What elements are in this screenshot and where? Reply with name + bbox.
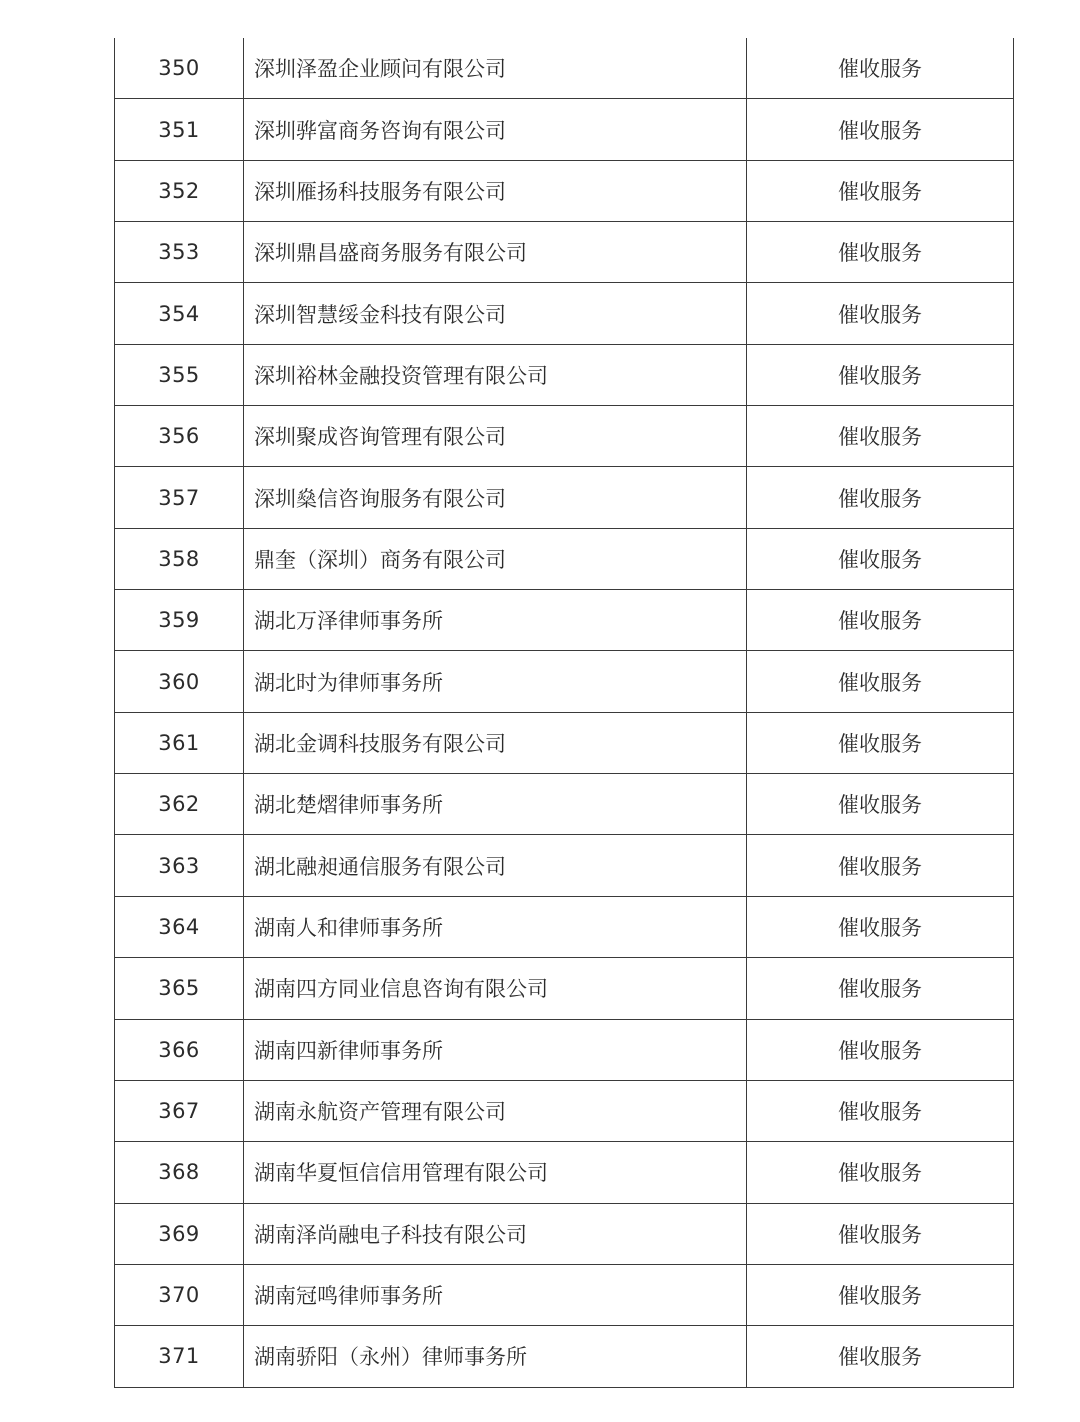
table-row (115, 345, 1013, 406)
row-number: 354 (115, 283, 244, 343)
table-row (115, 774, 1013, 835)
row-number: 352 (115, 161, 244, 221)
table-row (115, 222, 1013, 283)
service-type: 催收服务 (838, 1284, 922, 1309)
company-name: 湖南泽尚融电子科技有限公司 (244, 1204, 747, 1264)
company-name: 深圳雁扬科技服务有限公司 (244, 161, 747, 221)
row-number: 361 (115, 713, 244, 773)
table-row (115, 590, 1013, 651)
row-number: 351 (115, 99, 244, 159)
company-name: 湖南冠鸣律师事务所 (244, 1265, 747, 1325)
service-type: 催收服务 (838, 486, 922, 511)
row-number: 355 (115, 345, 244, 405)
table-row (115, 651, 1013, 712)
service-type: 催收服务 (838, 1222, 922, 1247)
row-number: 365 (115, 958, 244, 1018)
table-row (115, 1326, 1013, 1387)
company-name: 湖南永航资产管理有限公司 (244, 1081, 747, 1141)
service-type: 催收服务 (838, 363, 922, 388)
company-name: 湖南四方同业信息咨询有限公司 (244, 958, 747, 1018)
company-table (114, 38, 1014, 1388)
row-number: 367 (115, 1081, 244, 1141)
company-name: 深圳智慧绥金科技有限公司 (244, 283, 747, 343)
table-row (115, 1081, 1013, 1142)
company-name: 深圳鼎昌盛商务服务有限公司 (244, 222, 747, 282)
service-type: 催收服务 (838, 1161, 922, 1186)
row-number: 363 (115, 835, 244, 895)
company-name: 湖北万泽律师事务所 (244, 590, 747, 650)
row-number: 362 (115, 774, 244, 834)
row-number: 366 (115, 1020, 244, 1080)
row-number: 371 (115, 1326, 244, 1386)
table-row (115, 835, 1013, 896)
service-type: 催收服务 (838, 302, 922, 327)
row-number: 359 (115, 590, 244, 650)
service-type: 催收服务 (838, 241, 922, 266)
company-name: 深圳泽盈企业顾问有限公司 (244, 38, 747, 98)
company-name: 湖南人和律师事务所 (244, 897, 747, 957)
row-number: 360 (115, 651, 244, 711)
row-number: 357 (115, 467, 244, 527)
company-name: 深圳燊信咨询服务有限公司 (244, 467, 747, 527)
service-type: 催收服务 (838, 854, 922, 879)
service-type: 催收服务 (838, 1345, 922, 1370)
service-type: 催收服务 (838, 118, 922, 143)
table-row (115, 897, 1013, 958)
row-number: 353 (115, 222, 244, 282)
company-name: 湖南四新律师事务所 (244, 1020, 747, 1080)
table-row (115, 1142, 1013, 1203)
table-row (115, 467, 1013, 528)
service-type: 催收服务 (838, 1100, 922, 1125)
table-row (115, 99, 1013, 160)
row-number: 358 (115, 529, 244, 589)
service-type: 催收服务 (838, 179, 922, 204)
company-name: 深圳裕林金融投资管理有限公司 (244, 345, 747, 405)
table-row (115, 406, 1013, 467)
company-name: 湖北楚熠律师事务所 (244, 774, 747, 834)
company-name: 深圳骅富商务咨询有限公司 (244, 99, 747, 159)
service-type: 催收服务 (838, 57, 922, 82)
service-type: 催收服务 (838, 670, 922, 695)
row-number: 364 (115, 897, 244, 957)
service-type: 催收服务 (838, 425, 922, 450)
company-name: 湖北时为律师事务所 (244, 651, 747, 711)
row-number: 356 (115, 406, 244, 466)
company-name: 湖南华夏恒信信用管理有限公司 (244, 1142, 747, 1202)
table-row (115, 1265, 1013, 1326)
table-row (115, 529, 1013, 590)
service-type: 催收服务 (838, 1038, 922, 1063)
company-name: 深圳聚成咨询管理有限公司 (244, 406, 747, 466)
service-type: 催收服务 (838, 793, 922, 818)
service-type: 催收服务 (838, 977, 922, 1002)
table-row (115, 161, 1013, 222)
table-row (115, 38, 1013, 99)
service-type: 催收服务 (838, 609, 922, 634)
company-name: 湖南骄阳（永州）律师事务所 (244, 1326, 747, 1386)
row-number: 370 (115, 1265, 244, 1325)
table-row (115, 713, 1013, 774)
table-row (115, 283, 1013, 344)
table-row (115, 1020, 1013, 1081)
row-number: 368 (115, 1142, 244, 1202)
table-row (115, 1204, 1013, 1265)
row-number: 369 (115, 1204, 244, 1264)
row-number: 350 (115, 38, 244, 98)
company-name: 鼎奎（深圳）商务有限公司 (244, 529, 747, 589)
company-name: 湖北金调科技服务有限公司 (244, 713, 747, 773)
table-row (115, 958, 1013, 1019)
service-type: 催收服务 (838, 731, 922, 756)
service-type: 催收服务 (838, 547, 922, 572)
company-name: 湖北融昶通信服务有限公司 (244, 835, 747, 895)
service-type: 催收服务 (838, 915, 922, 940)
